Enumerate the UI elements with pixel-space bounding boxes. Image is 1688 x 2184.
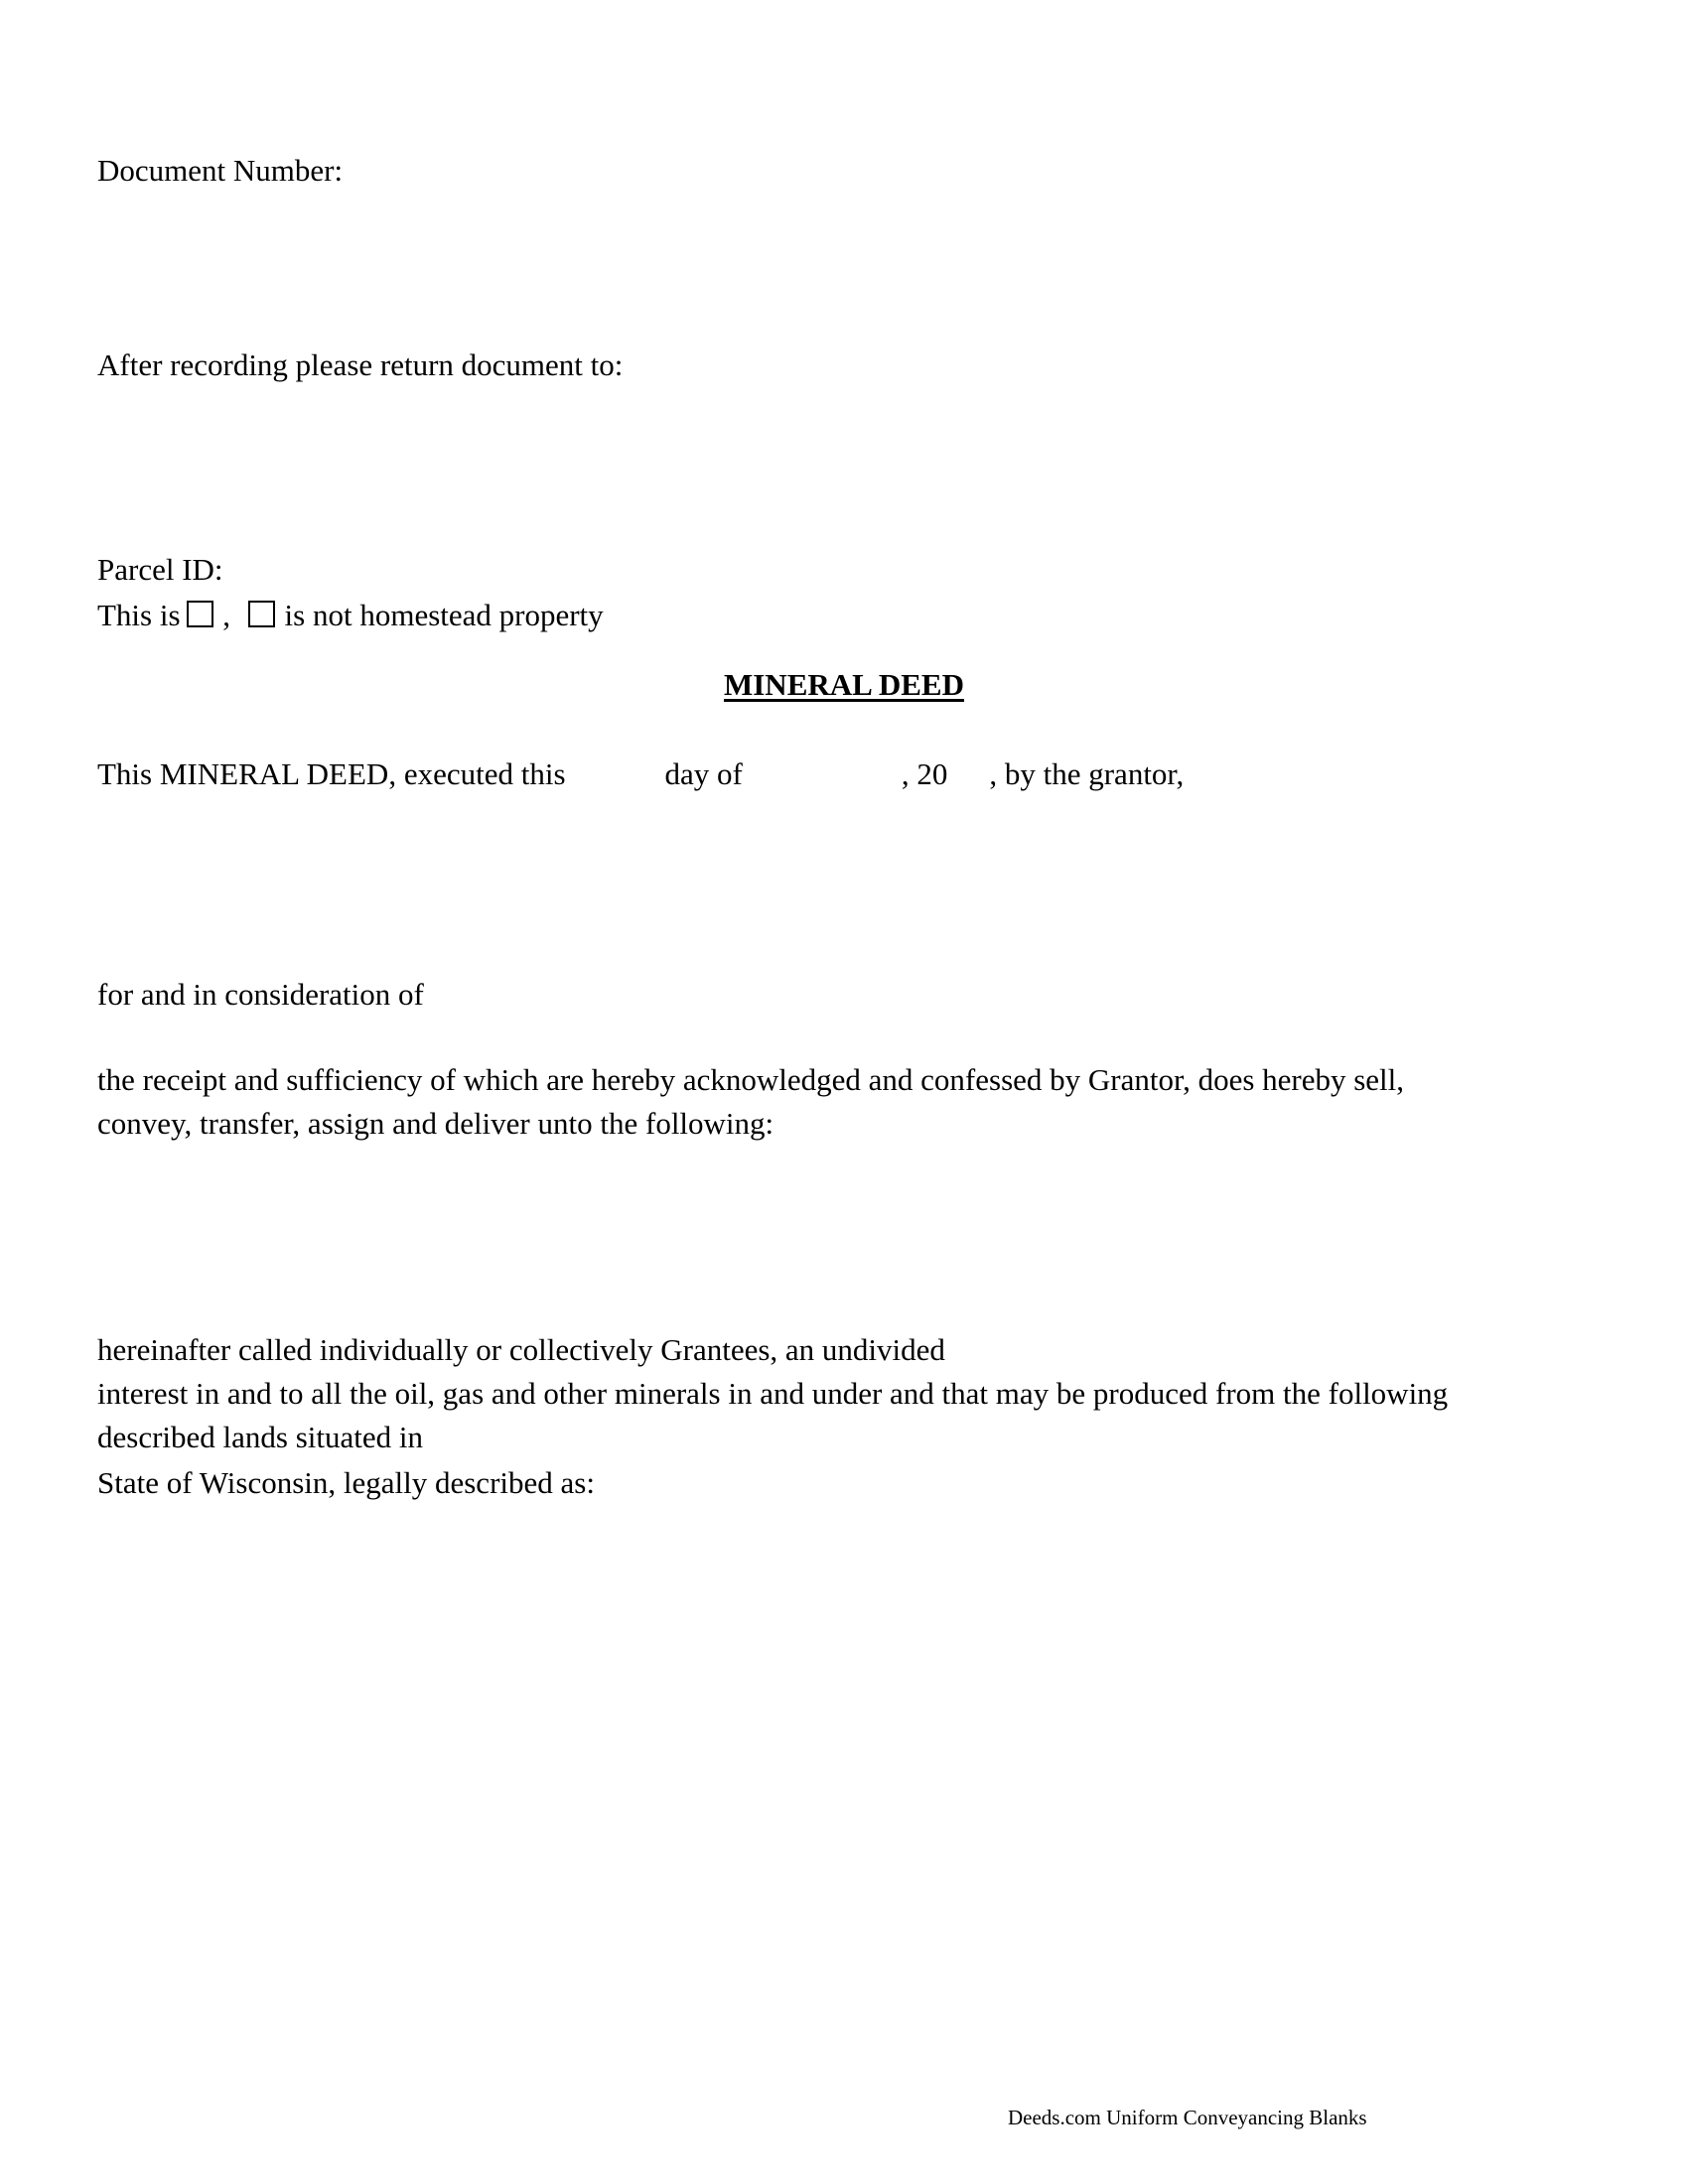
consideration-line: for and in consideration of [97,977,424,1012]
homestead-no-checkbox[interactable] [248,601,275,627]
execution-text-3: , 20 [901,756,948,791]
receipt-line-2: convey, transfer, assign and deliver unto the following: [97,1106,774,1141]
return-address-label: After recording please return document to: [97,347,624,382]
homestead-separator: , [222,598,231,632]
grant-line-2: interest in and to all the oil, gas and other minerals in and under and that may be produced from the following [97,1376,1449,1411]
parcel-id-label: Parcel ID: [97,552,223,587]
grant-line-3: described lands situated in [97,1420,423,1454]
execution-line [97,752,1184,796]
receipt-line-1: the receipt and sufficiency of which are hereby acknowledged and confessed by Grantor, does hereby sell, [97,1062,1405,1097]
document-number-label: Document Number: [97,153,344,188]
grant-line-1: hereinafter called individually or collectively Grantees, an undivided [97,1332,945,1367]
homestead-prefix: This is [97,598,181,632]
execution-text-2: day of [664,756,743,791]
footer-credit: Deeds.com Uniform Conveyancing Blanks [1008,2106,1367,2129]
homestead-yes-checkbox[interactable] [187,601,213,627]
execution-text-4: , by the grantor, [989,756,1185,791]
homestead-suffix: is not homestead property [284,598,604,632]
homestead-line [97,594,604,637]
execution-text-1: This MINERAL DEED, executed this [97,756,566,791]
deed-title: MINERAL DEED [723,667,964,702]
grant-line-4: State of Wisconsin, legally described as: [97,1465,595,1500]
